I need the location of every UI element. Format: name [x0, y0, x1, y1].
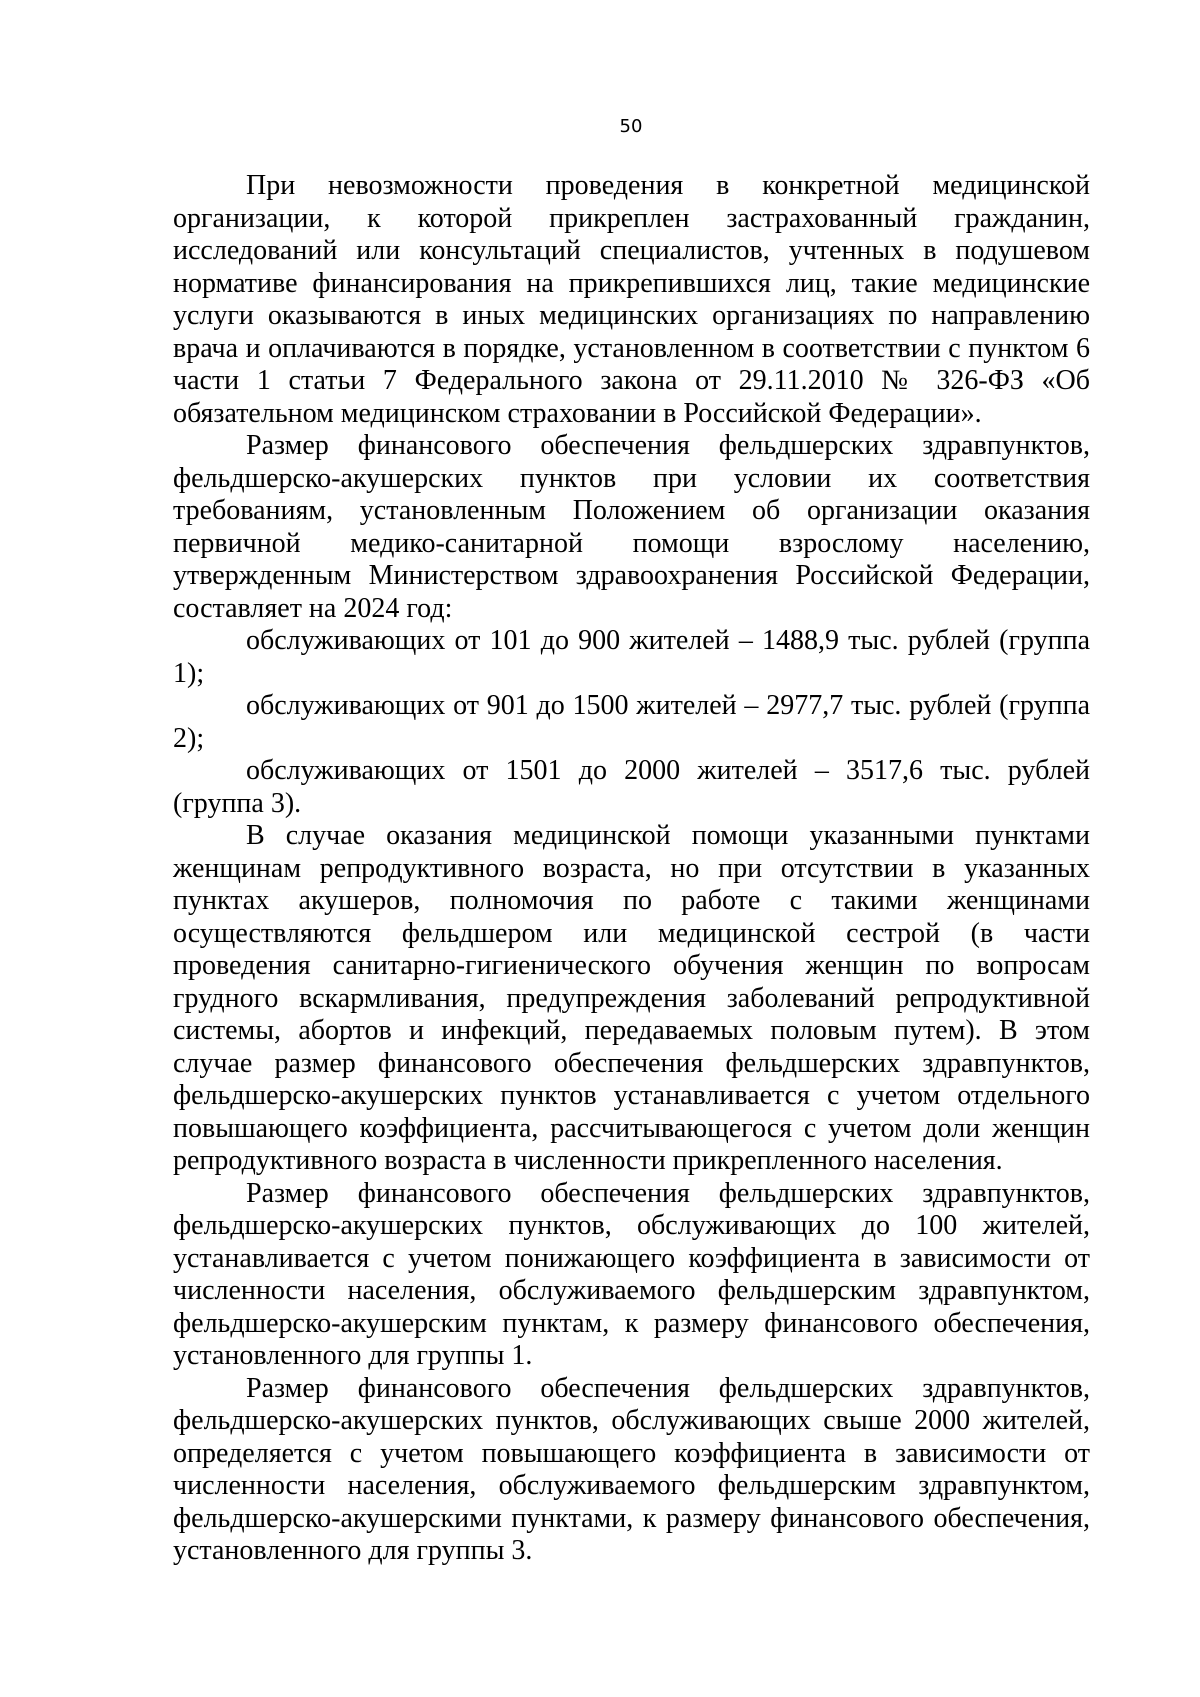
- paragraph-funding-size: Размер финансового обеспечения фельдшерских здравпунктов, фельдшерско-акушерских пунктов при условии их соответствия требованиям, установленным Положением об организации оказания первичной медико-санитарной помощи взрослому населению, утвержденным Министерством здравоохранения Российской Федерации, составляет на 2024 год:: [173, 430, 1090, 624]
- paragraph-group-1: обслуживающих от 101 до 900 жителей – 1488,9 тыс. рублей (группа 1);: [173, 625, 1090, 689]
- paragraph-over-2000: Размер финансового обеспечения фельдшерских здравпунктов, фельдшерско-акушерских пунктов, обслуживающих свыше 2000 жителей, определяется с учетом повышающего коэффициента в зависимости от численности населения, обслуживаемого фельдшерским здравпунктом, фельдшерско-акушерскими пунктами, к размеру финансового обеспечения, установленного для группы 3.: [173, 1372, 1090, 1566]
- paragraph-referral-services: При невозможности проведения в конкретной медицинской организации, к которой прикреплен застрахованный гражданин, исследований или консультаций специалистов, учтенных в подушевом нормативе финансирования на прикрепившихся лиц, такие медицинские услуги оказываются в иных медицинских организациях по направлению врача и оплачиваются в порядке, установленном в соответствии с пунктом 6 части 1 статьи 7 Федерального закона от 29.11.2010 № 326-ФЗ «Об обязательном медицинском страховании в Российской Федерации».: [173, 170, 1090, 429]
- page-number: 50: [619, 116, 643, 137]
- paragraph-reproductive-care: В случае оказания медицинской помощи указанными пунктами женщинам репродуктивного возраста, но при отсутствии в указанных пунктах акушеров, полномочия по работе с такими женщинами осуществляются фельдшером или медицинской сестрой (в части проведения санитарно-гигиенического обучения женщин по вопросам грудного вскармливания, предупреждения заболеваний репродуктивной системы, абортов и инфекций, передаваемых половым путем). В этом случае размер финансового обеспечения фельдшерских здравпунктов, фельдшерско-акушерских пунктов устанавливается с учетом отдельного повышающего коэффициента, рассчитывающегося с учетом доли женщин репродуктивного возраста в численности прикрепленного населения.: [173, 820, 1090, 1176]
- paragraph-under-100: Размер финансового обеспечения фельдшерских здравпунктов, фельдшерско-акушерских пунктов, обслуживающих до 100 жителей, устанавливается с учетом понижающего коэффициента в зависимости от численности населения, обслуживаемого фельдшерским здравпунктом, фельдшерско-акушерским пунктам, к размеру финансового обеспечения, установленного для группы 1.: [173, 1177, 1090, 1371]
- paragraph-group-3: обслуживающих от 1501 до 2000 жителей – 3517,6 тыс. рублей (группа 3).: [173, 755, 1090, 819]
- paragraph-group-2: обслуживающих от 901 до 1500 жителей – 2977,7 тыс. рублей (группа 2);: [173, 690, 1090, 754]
- document-body: [173, 170, 1090, 1568]
